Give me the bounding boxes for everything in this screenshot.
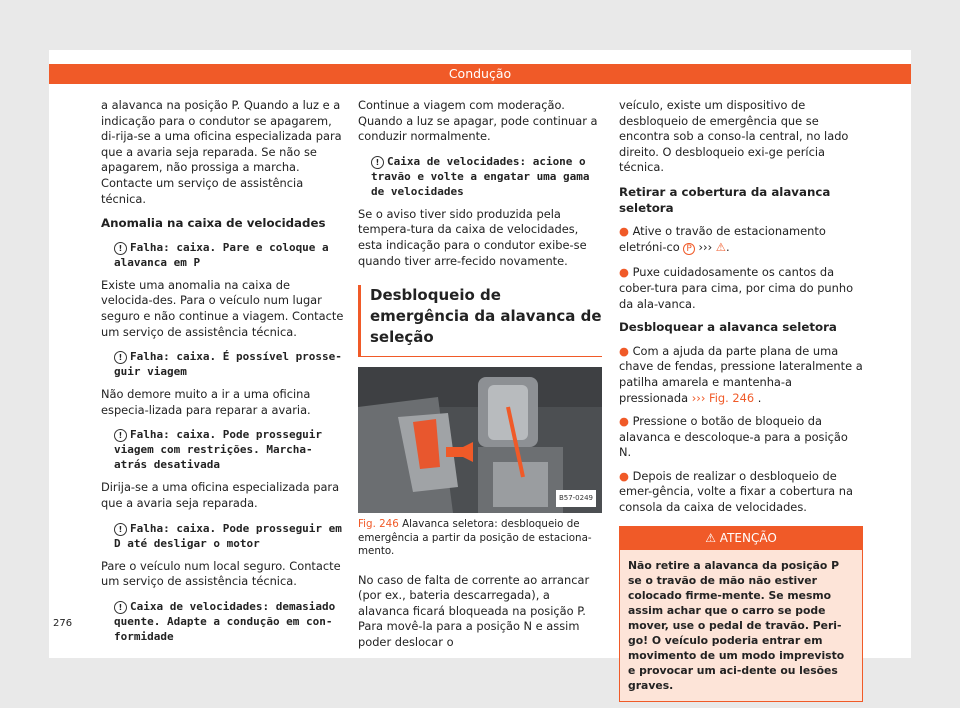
page-number: 276 (53, 618, 73, 629)
column-2 (358, 98, 602, 660)
section-title: Desbloqueio de emergência da alavanca de seleção (358, 285, 602, 357)
info-warning-icon: ! (114, 523, 127, 536)
warning-message: ! Caixa de velocidades: demasiado quente. Adapte a condução em con-formidade (114, 599, 336, 643)
figure-code: B57-0249 (556, 490, 596, 508)
bullet-item: ● Com a ajuda da parte plana de uma chave de fendas, pressione lateralmente a patilha amarela e mantenha-a pressionada ››› Fig. 246 . (619, 343, 863, 405)
paragraph: veículo, existe um dispositivo de desbloqueio de emergência que se encontra sob a conso-la central, no lado direito. O desbloqueio exi-ge perícia técnica. (619, 98, 849, 175)
warning-triangle-icon: ⚠ (705, 530, 716, 545)
paragraph: Se o aviso tiver sido produzida pela tempera-tura da caixa de velocidades, esta indicação para o condutor exibe-se quando tiver arre-fecido novamente. (358, 206, 587, 268)
page-header: Condução (49, 64, 911, 84)
column-1 (101, 98, 345, 652)
warning-message: ! Caixa de velocidades: acione o travão e volte a engatar uma gama de velocidades (371, 154, 590, 198)
info-warning-icon: ! (114, 242, 127, 255)
warning-message: ! Falha: caixa. Pare e coloque a alavanca em P (114, 240, 329, 269)
attention-box (619, 526, 863, 702)
column-3 (619, 98, 863, 702)
paragraph: Dirija-se a uma oficina especializada para que a avaria seja reparada. (101, 480, 340, 510)
parking-brake-icon: P (683, 243, 694, 255)
figure-reference-link[interactable]: ››› Fig. 246 (691, 390, 755, 405)
attention-text: Não retire a alavanca da posição P se o travão de mão não estiver colocado firme-mente. Se mesmo assim achar que o carro se pode mover, use o pedal de travão. Peri-go! O veículo poderia entrar em movimento de um modo imprevisto e provocar um aci-dente ou lesões graves. (620, 550, 862, 701)
section-heading: Anomalia na caixa de velocidades (101, 216, 326, 231)
figure-caption: Fig. 246 Alavanca seletora: desbloqueio de emergência a partir da posição de estaciona-mento. (358, 518, 592, 558)
bullet-item: ● Ative o travão de estacionamento eletróni-co P ››› ⚠. (619, 224, 826, 254)
info-warning-icon: ! (114, 601, 127, 614)
attention-header: ⚠ ATENÇÃO (620, 527, 862, 550)
warning-message: ! Falha: caixa. É possível prosse-guir viagem (114, 350, 342, 379)
bullet-icon: ● (619, 224, 629, 239)
paragraph: Não demore muito a ir a uma oficina especia-lizada para reparar a avaria. (101, 387, 311, 417)
bullet-icon: ● (619, 468, 629, 483)
bullet-item: ● Pressione o botão de bloqueio da alavanca e descoloque-a para a posição N. (619, 414, 848, 460)
bullet-icon: ● (619, 414, 629, 429)
bullet-item: ● Puxe cuidadosamente os cantos da cober-tura para cima, por cima do punho da ala-vanca. (619, 265, 854, 311)
paragraph: Existe uma anomalia na caixa de velocida-des. Para o veículo num lugar seguro e não continue a viagem. Contacte um serviço de assistência técnica. (101, 277, 344, 339)
warning-message: ! Falha: caixa. Pode prosseguir viagem com restrições. Marcha-atrás desativada (114, 428, 323, 472)
section-heading: Retirar a cobertura da alavanca seletora (619, 184, 831, 215)
info-warning-icon: ! (371, 156, 384, 169)
bullet-icon: ● (619, 265, 629, 280)
warning-triangle-icon: ⚠ (715, 239, 726, 254)
paragraph: Continue a viagem com moderação. Quando a luz se apagar, pode continuar a conduzir normalmente. (358, 98, 598, 144)
warning-message: ! Falha: caixa. Pode prosseguir em D até desligar o motor (114, 521, 342, 550)
paragraph: a alavanca na posição P. Quando a luz e a indicação para o condutor se apagarem, di-rija-se a uma oficina especializada para que a avaria seja reparada. Se não se apagarem, não prossiga a marcha. Contacte um serviço de assistência técnica. (101, 98, 342, 206)
info-warning-icon: ! (114, 351, 127, 364)
section-heading: Desbloquear a alavanca seletora (619, 320, 837, 335)
paragraph: Pare o veículo num local seguro. Contacte um serviço de assistência técnica. (101, 558, 341, 589)
figure-gear-lever-photo (358, 367, 602, 513)
manual-page (49, 50, 911, 692)
paragraph: No caso de falta de corrente ao arrancar (por ex., bateria descarregada), a alavanca ficará bloqueada na posição P. Para movê-la para a posição N e assim poder deslocar o (358, 572, 590, 650)
info-warning-icon: ! (114, 429, 127, 442)
bullet-icon: ● (619, 343, 629, 358)
bullet-item: ● Depois de realizar o desbloqueio de emer-gência, volte a fixar a cobertura na consola da caixa de velocidades. (619, 468, 853, 515)
